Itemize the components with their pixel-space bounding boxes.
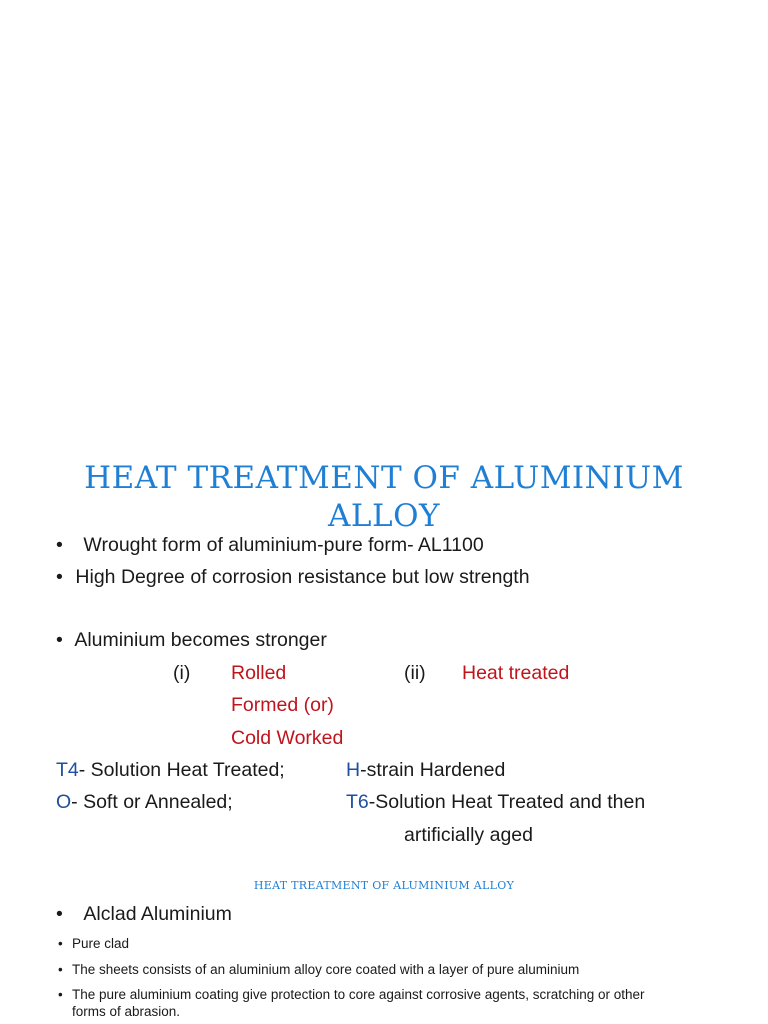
temper-t4 xyxy=(56,758,285,782)
bullet-corrosion: • High Degree of corrosion resistance but low strength xyxy=(56,566,530,588)
bullet-icon: • xyxy=(56,629,63,651)
sub-bullet-coating: • The pure aluminium coating give protection to core against corrosive agents, scratching or other xyxy=(58,987,645,1002)
method-heat-treated: Heat treated xyxy=(462,662,570,684)
bullet-icon: • xyxy=(56,534,63,556)
temper-text: - Soft or Annealed; xyxy=(71,791,233,813)
bullet-icon: • xyxy=(56,903,63,925)
temper-text: - Solution Heat Treated; xyxy=(78,759,285,781)
method-label-i: (i) xyxy=(173,662,191,684)
bullet-alclad: • Alclad Aluminium xyxy=(56,903,232,925)
bullet-icon: • xyxy=(58,987,63,1002)
slide-title-line-2: ALLOY xyxy=(328,498,440,534)
method-formed: Formed (or) xyxy=(231,694,334,716)
temper-t6-continuation: artificially aged xyxy=(404,824,533,846)
bullet-icon: • xyxy=(58,936,63,951)
temper-text: -Solution Heat Treated and then xyxy=(368,791,646,813)
bullet-stronger: • Aluminium becomes stronger xyxy=(56,629,327,651)
temper-code: T4 xyxy=(56,759,79,781)
sub-bullet-coating-continuation: forms of abrasion. xyxy=(72,1004,181,1019)
method-cold-worked: Cold Worked xyxy=(231,727,344,749)
sub-bullet-sheets-core: • The sheets consists of an aluminium alloy core coated with a layer of pure aluminium xyxy=(58,962,580,977)
bullet-icon: • xyxy=(58,962,63,977)
method-rolled: Rolled xyxy=(231,662,287,684)
temper-code: T6 xyxy=(346,791,369,813)
temper-code: H xyxy=(346,759,361,781)
sub-bullet-pure-clad: • Pure clad xyxy=(58,936,130,951)
bullet-wrought-form: • Wrought form of aluminium-pure form- AL1100 xyxy=(56,534,484,556)
temper-code: O xyxy=(56,791,72,813)
temper-t6 xyxy=(346,790,645,814)
temper-h xyxy=(346,758,505,782)
slide2-title: HEAT TREATMENT OF ALUMINIUM ALLOY xyxy=(253,879,515,892)
slide-title-line-1: HEAT TREATMENT OF ALUMINIUM xyxy=(84,460,684,496)
method-label-ii: (ii) xyxy=(404,662,426,684)
temper-o xyxy=(56,790,233,814)
temper-text: -strain Hardened xyxy=(360,759,506,781)
bullet-icon: • xyxy=(56,566,63,588)
